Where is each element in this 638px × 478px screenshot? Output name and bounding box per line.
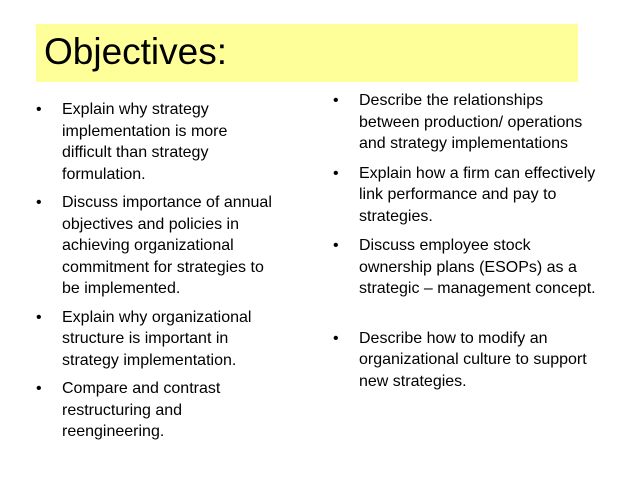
list-item (333, 90, 603, 155)
title-banner (36, 24, 578, 82)
list-item (36, 307, 281, 372)
list-item-text: Describe how to modify an organizational culture to support new strategies. (359, 329, 587, 390)
list-item (36, 99, 281, 185)
bullet-icon: • (333, 329, 339, 347)
list-item-text: Discuss employee stock ownership plans (ESOPs) as a strategic – management concept. (359, 237, 596, 297)
list-item (333, 328, 603, 393)
right-objectives-list (333, 90, 603, 400)
left-objectives-list (36, 99, 281, 450)
list-item-text: Discuss importance of annual objectives and policies in achieving organizational commitment for strategies to be implemented. (62, 194, 272, 297)
list-item-text: Explain why organizational structure is important in strategy implementation. (62, 308, 252, 369)
list-item-text: Explain how a firm can effectively link performance and pay to strategies. (359, 164, 596, 225)
bullet-icon: • (333, 92, 339, 109)
list-item (333, 235, 603, 300)
bullet-icon: • (333, 237, 339, 254)
bullet-icon: • (36, 194, 42, 211)
list-item (36, 378, 281, 443)
list-item-text: Compare and contrast restructuring and reengineering. (62, 380, 221, 440)
bullet-icon: • (36, 101, 42, 118)
bullet-icon: • (36, 380, 42, 397)
list-item (36, 192, 281, 300)
list-item (333, 163, 603, 228)
bullet-icon: • (36, 308, 42, 326)
list-item-text: Explain why strategy implementation is more difficult than strategy formulation. (62, 101, 228, 183)
bullet-icon: • (333, 164, 339, 182)
list-item-text: Describe the relationships between production/ operations and strategy implementations (359, 92, 583, 152)
slide-title: Objectives: (44, 31, 228, 72)
